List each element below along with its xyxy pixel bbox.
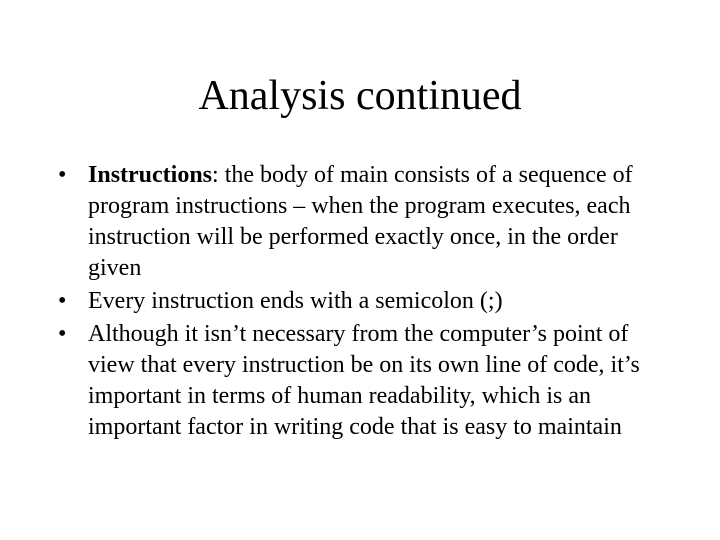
bullet-icon: • — [58, 288, 67, 314]
bullet-list — [58, 160, 668, 445]
bullet-term: Instructions — [88, 162, 213, 188]
slide-title: Analysis continued — [198, 73, 522, 119]
bullet-text: : the body of main consists of a sequence of program instructions – when the program executes, each instruction will be performed exactly once, in the order given — [88, 162, 633, 281]
bullet-item-instructions — [58, 160, 668, 284]
bullet-text: Every instruction ends with a semicolon (;) — [88, 288, 503, 314]
bullet-icon: • — [58, 162, 67, 188]
bullet-icon: • — [58, 321, 67, 347]
bullet-item-semicolon — [58, 286, 668, 317]
bullet-text: Although it isn’t necessary from the computer’s point of view that every instruction be on its own line of code, it’s important in terms of human readability, which is an important factor in writing code that is easy to maintain — [88, 321, 640, 440]
bullet-item-readability — [58, 319, 668, 443]
